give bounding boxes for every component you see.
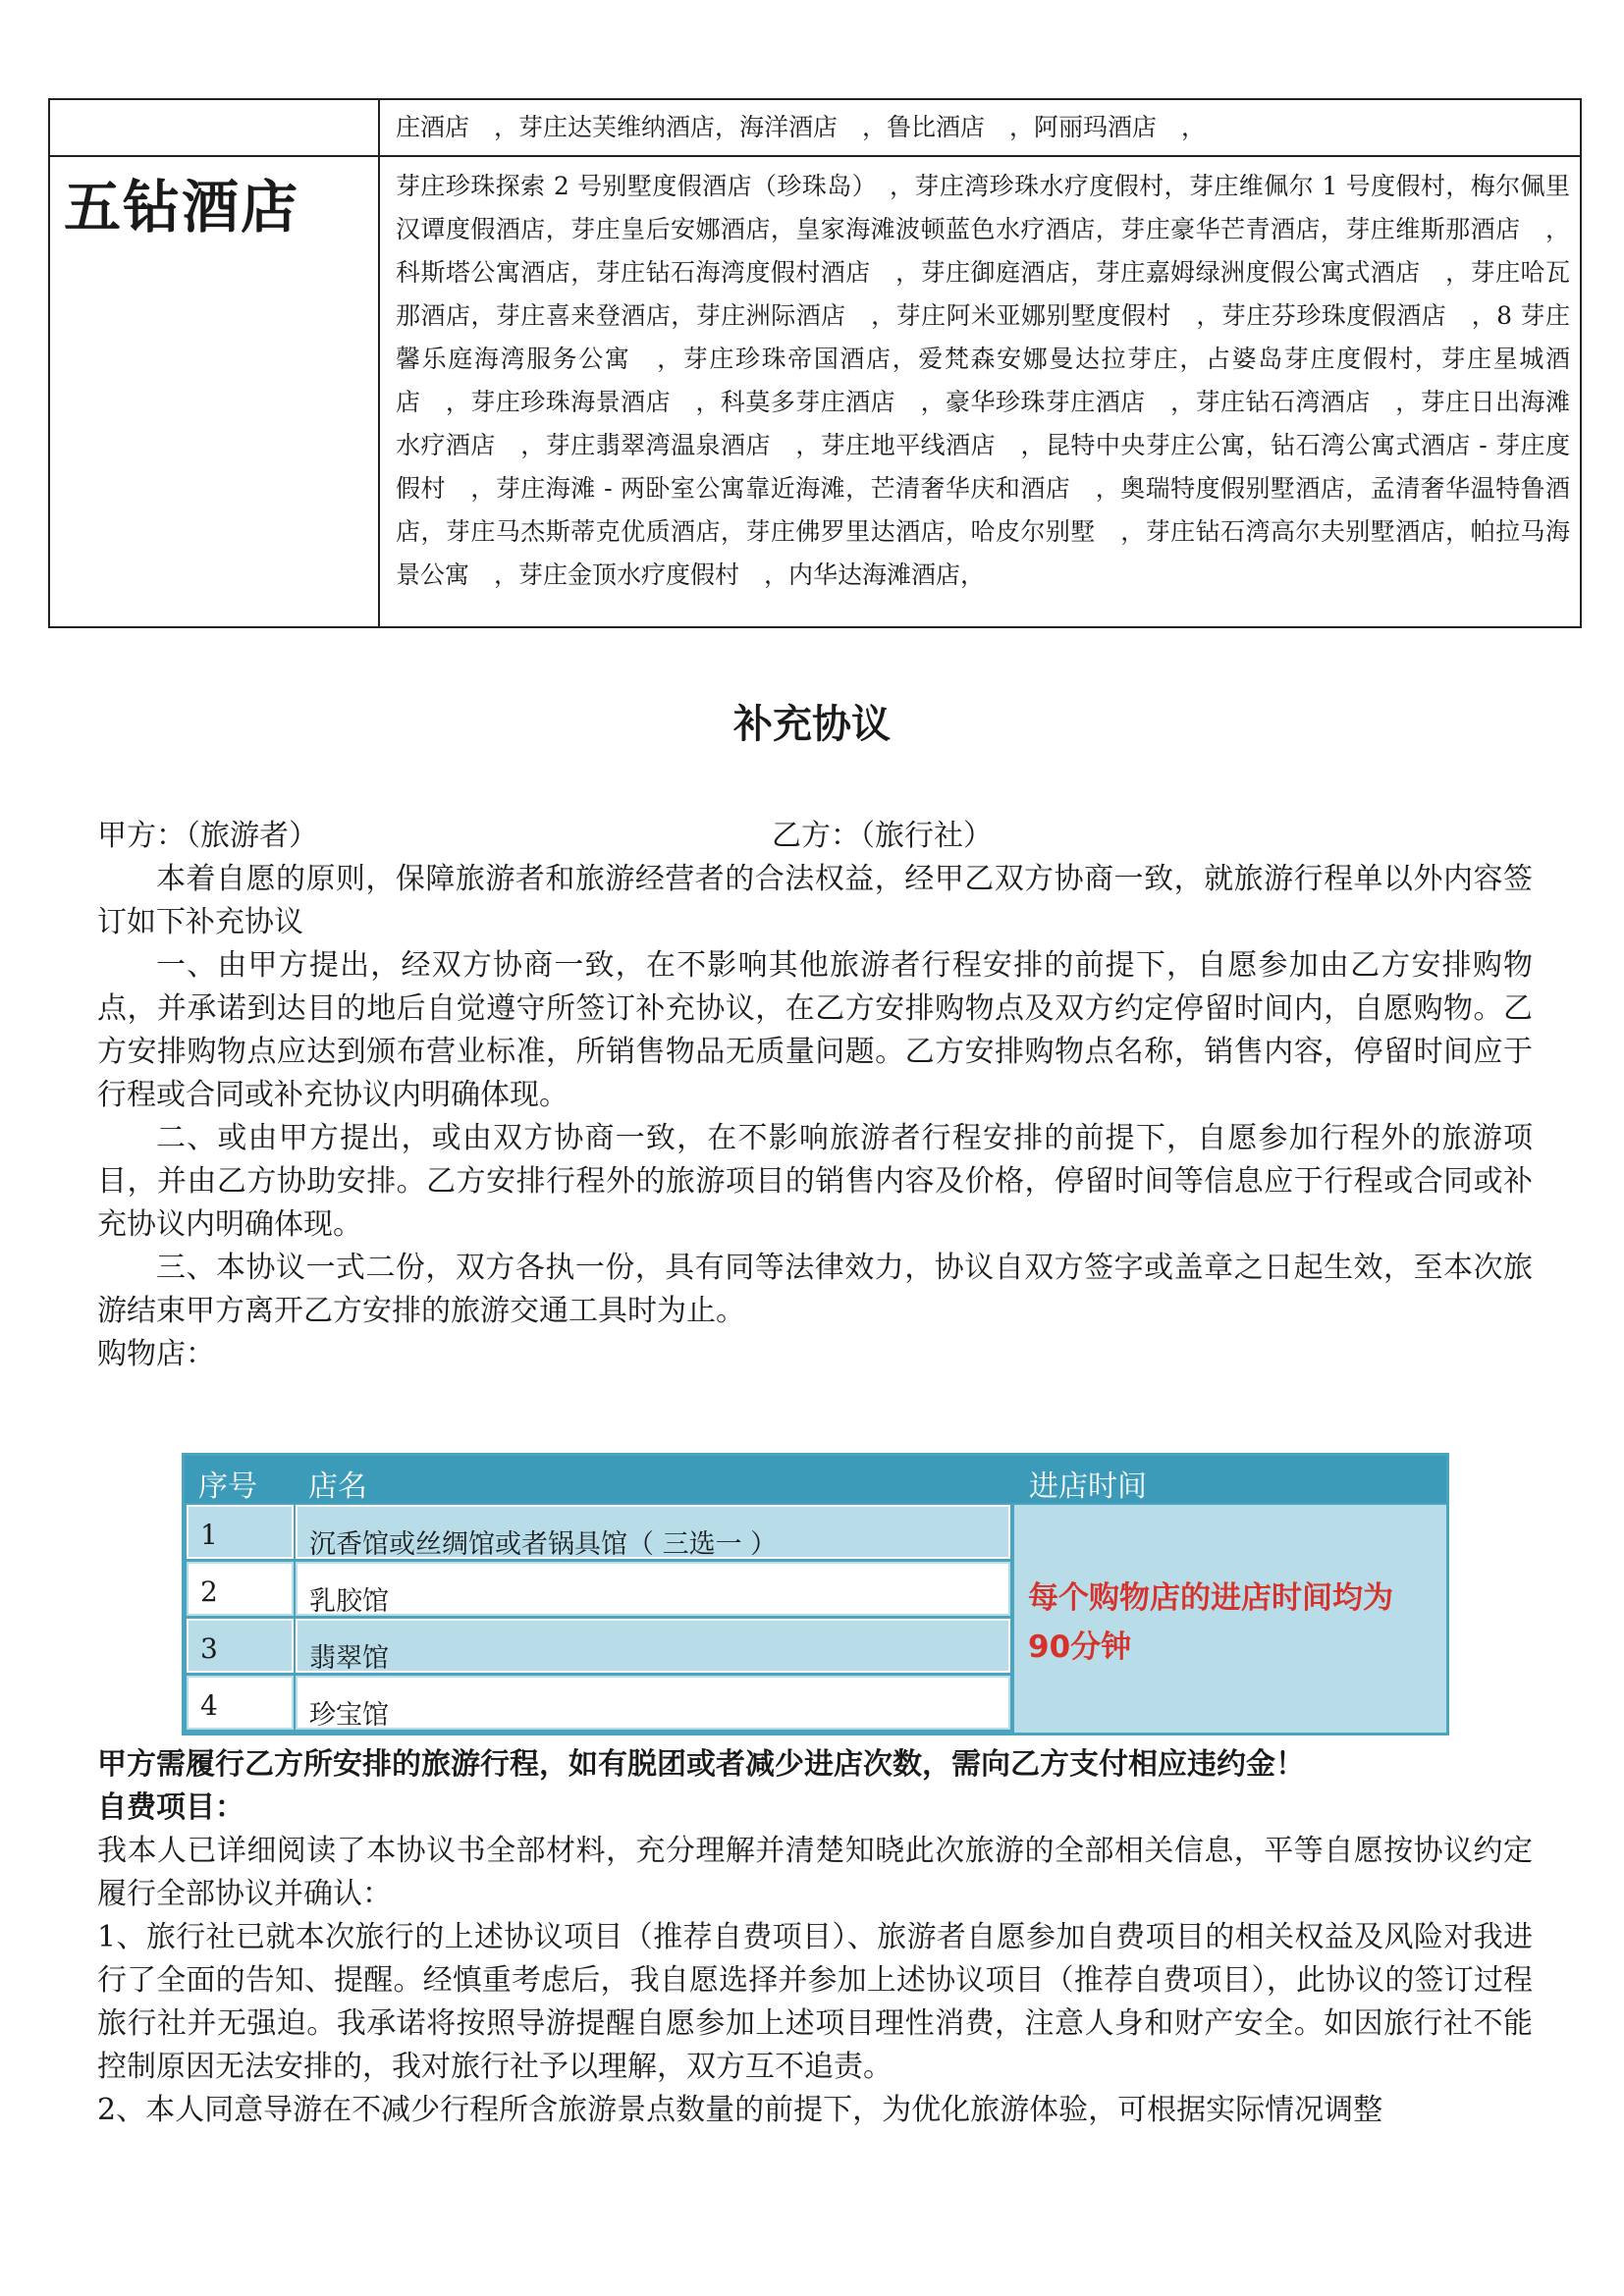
hotel-row-five-diamond — [49, 156, 1581, 627]
hotel-list-cell: 庄酒店 ，芽庄达芙维纳酒店，海洋酒店 ，鲁比酒店 ，阿丽玛酒店 ， — [379, 99, 1581, 156]
table-row — [185, 1676, 1012, 1732]
shop-name: 翡翠馆 — [296, 1619, 1010, 1673]
header-name: 店名 — [308, 1469, 367, 1504]
table-row — [185, 1505, 1012, 1561]
hotel-row-continued — [49, 99, 1581, 156]
hotel-category-label: 五钻酒店 — [49, 156, 379, 627]
time-note-line-2: 90分钟 — [1028, 1629, 1132, 1665]
hotel-category-cell — [49, 99, 379, 156]
confirm-item-2: 2、本人同意导游在不减少行程所含旅游景点数量的前提下，为优化旅游体验，可根据实际情况调整 — [97, 2093, 1383, 2127]
party-a: 甲方：（旅游者） — [97, 819, 318, 853]
row-number: 4 — [187, 1676, 294, 1730]
time-note-line-1: 每个购物店的进店时间均为 — [1028, 1580, 1393, 1616]
confirm-paragraph: 我本人已详细阅读了本协议书全部材料，充分理解并清楚知晓此次旅游的全部相关信息，平等自愿按协议约定履行全部协议并确认： — [97, 1834, 1533, 1911]
penalty-note: 甲方需履行乙方所安排的旅游行程，如有脱团或者减少进店次数，需向乙方支付相应违约金！ — [97, 1747, 1305, 1782]
shop-name: 沉香馆或丝绸馆或者锅具馆（ 三选一 ） — [296, 1505, 1010, 1559]
shop-name: 珍宝馆 — [296, 1676, 1010, 1730]
shop-label: 购物店： — [97, 1337, 215, 1371]
intro-paragraph: 本着自愿的原则，保障旅游者和旅游经营者的合法权益，经甲乙双方协商一致，就旅游行程单以外内容签订如下补充协议 — [97, 862, 1533, 939]
table-row — [185, 1619, 1012, 1675]
table-row — [185, 1562, 1012, 1618]
confirm-item-1: 1、旅行社已就本次旅行的上述协议项目（推荐自费项目）、旅游者自愿参加自费项目的相关权益及风险对我进行了全面的告知、提醒。经慎重考虑后，我自愿选择并参加上述协议项目（推荐自费项目），此协议的签订过程旅行社并无强迫。我承诺将按照导游提醒自愿参加上述项目理性消费，注意人身和财产安全。如因旅行社不能控制原因无法安排的，我对旅行社予以理解，双方互不追责。 — [97, 1920, 1533, 2084]
row-number: 1 — [187, 1505, 294, 1559]
self-pay-label: 自费项目： — [97, 1790, 244, 1825]
clause-2: 二、或由甲方提出，或由双方协商一致，在不影响旅游者行程安排的前提下，自愿参加行程外的旅游项目，并由乙方协助安排。乙方安排行程外的旅游项目的销售内容及价格，停留时间等信息应于行程或合同或补充协议内明确体现。 — [97, 1121, 1533, 1242]
row-number: 2 — [187, 1562, 294, 1616]
hotel-table — [48, 98, 1582, 628]
header-time: 进店时间 — [1029, 1469, 1147, 1504]
clause-1: 一、由甲方提出，经双方协商一致，在不影响其他旅游者行程安排的前提下，自愿参加由乙方安排购物点，并承诺到达目的地后自觉遵守所签订补充协议，在乙方安排购物点及双方约定停留时间内，自愿购物。乙方安排购物点应达到颁布营业标准，所销售物品无质量问题。乙方安排购物点名称，销售内容，停留时间应于行程或合同或补充协议内明确体现。 — [97, 948, 1533, 1112]
shop-table-header — [185, 1456, 1446, 1503]
clause-3: 三、本协议一式二份，双方各执一份，具有同等法律效力，协议自双方签字或盖章之日起生效，至本次旅游结束甲方离开乙方安排的旅游交通工具时为止。 — [97, 1251, 1533, 1328]
header-no: 序号 — [198, 1469, 257, 1504]
shop-name: 乳胶馆 — [296, 1562, 1010, 1616]
shop-table — [182, 1453, 1449, 1735]
parties-line — [97, 815, 1533, 858]
party-b: 乙方：（旅行社） — [772, 819, 993, 853]
hotel-list-cell: 芽庄珍珠探索 2 号别墅度假酒店（珍珠岛） ，芽庄湾珍珠水疗度假村，芽庄维佩尔 1 号度假村，梅尔佩里汉谭度假酒店，芽庄皇后安娜酒店，皇家海滩波顿蓝色水疗酒店，芽庄豪华芒青酒店，芽庄维斯那酒店 ，科斯塔公寓酒店，芽庄钻石海湾度假村酒店 ，芽庄御庭酒店，芽庄嘉姆绿洲度假公寓式酒店 ，芽庄哈瓦那酒店，芽庄喜来登酒店，芽庄洲际酒店 ，芽庄阿米亚娜别墅度假村 ，芽庄芬珍珠度假酒店 ，8 芽庄馨乐庭海湾服务公寓 ，芽庄珍珠帝国酒店，爱梵森安娜曼达拉芽庄，占婆岛芽庄度假村，芽庄星城酒店 ，芽庄珍珠海景酒店 ，科莫多芽庄酒店 ，豪华珍珠芽庄酒店 ，芽庄钻石湾酒店 ，芽庄日出海滩水疗酒店 ，芽庄翡翠湾温泉酒店 ，芽庄地平线酒店 ，昆特中央芽庄公寓，钻石湾公寓式酒店 - 芽庄度假村 ，芽庄海滩 - 两卧室公寓靠近海滩，芒清奢华庆和酒店 ，奥瑞特度假别墅酒店，孟清奢华温特鲁酒店，芽庄马杰斯蒂克优质酒店，芽庄佛罗里达酒店，哈皮尔别墅 ，芽庄钻石湾高尔夫别墅酒店，帕拉马海景公寓 ，芽庄金顶水疗度假村 ，内华达海滩酒店， — [379, 156, 1581, 627]
shop-time-note — [1014, 1505, 1446, 1733]
page-title: 补充协议 — [733, 702, 891, 747]
row-number: 3 — [187, 1619, 294, 1673]
